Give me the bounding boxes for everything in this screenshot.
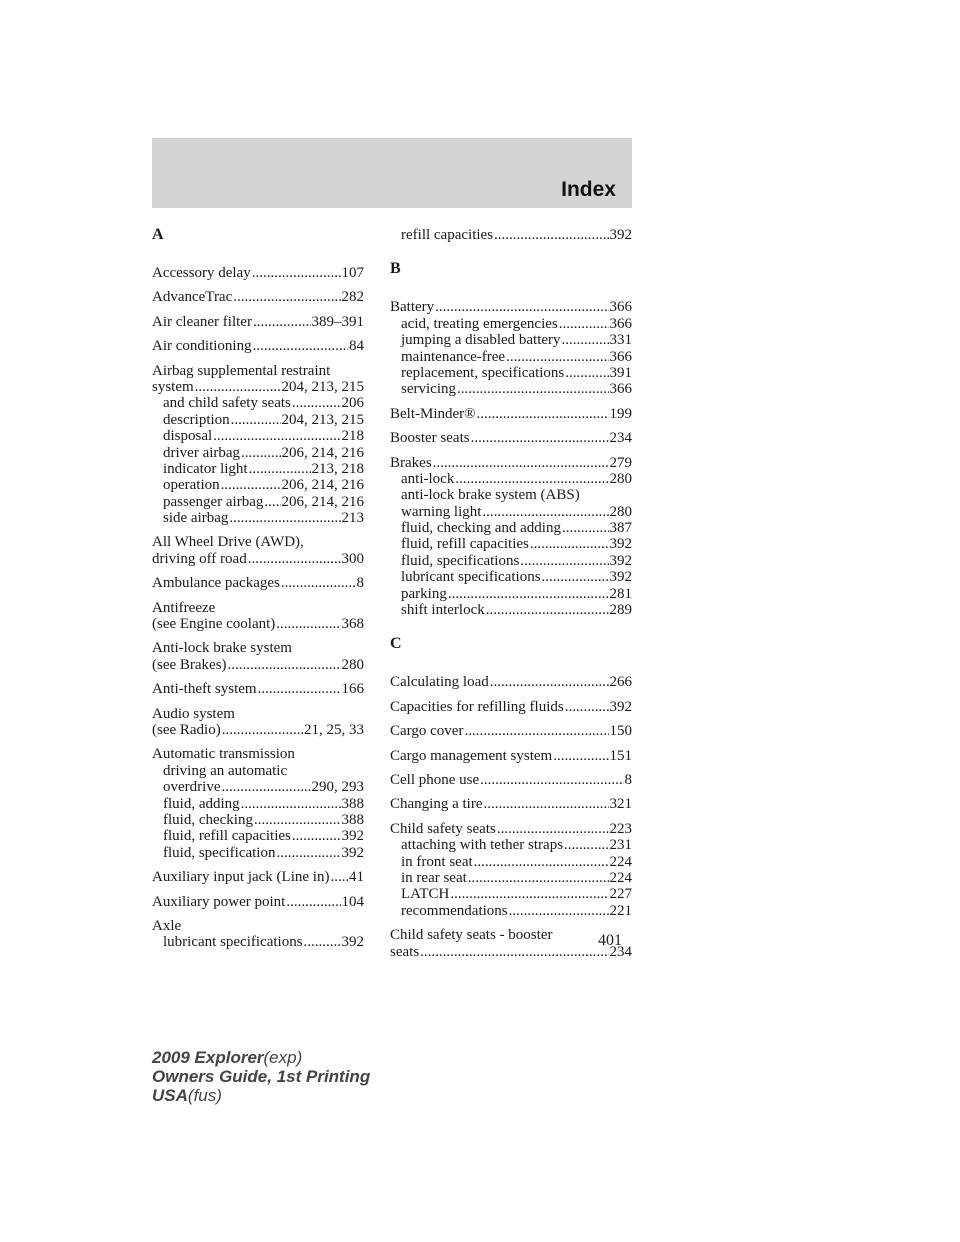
index-entry-line xyxy=(390,299,632,315)
index-subentry-line xyxy=(390,886,632,902)
index-entry-line xyxy=(152,681,364,697)
index-entry xyxy=(152,894,364,910)
dot-leader xyxy=(530,536,609,552)
index-entry xyxy=(152,338,364,354)
dot-leader xyxy=(562,520,609,536)
index-entry-line xyxy=(152,338,364,354)
section-title: Index xyxy=(561,178,616,201)
index-subentry-line xyxy=(390,536,632,552)
dot-leader xyxy=(433,455,609,471)
entry-label: description xyxy=(163,411,230,428)
dot-leader xyxy=(228,657,341,673)
entry-label: system xyxy=(152,378,194,395)
index-subentry-line xyxy=(152,510,364,526)
index-entry-line xyxy=(152,640,364,656)
entry-page-ref: 392 xyxy=(609,569,632,586)
entry-label: attaching with tether straps xyxy=(401,837,564,854)
index-entry xyxy=(152,600,364,633)
dot-leader xyxy=(480,772,623,788)
index-entry-line xyxy=(152,289,364,305)
entry-label: acid, treating emergencies xyxy=(401,315,558,332)
entry-label: driver airbag xyxy=(163,444,241,461)
dot-leader xyxy=(565,365,608,381)
entry-page-ref: 231 xyxy=(609,837,632,854)
entry-label: LATCH xyxy=(401,886,450,903)
dot-leader xyxy=(448,586,609,602)
index-subentry-line xyxy=(152,763,364,779)
index-entry-line xyxy=(390,821,632,837)
entry-page-ref: 224 xyxy=(609,869,632,886)
entry-page-ref: 151 xyxy=(609,747,632,764)
dot-leader xyxy=(231,412,281,428)
index-subentry-line xyxy=(390,227,632,243)
dot-leader xyxy=(559,316,609,332)
entry-page-ref: 366 xyxy=(609,381,632,398)
entry-label: Changing a tire xyxy=(390,796,483,813)
entry-label: fluid, refill capacities xyxy=(163,828,291,845)
index-subentry-line xyxy=(390,870,632,886)
entry-page-ref: 234 xyxy=(609,943,632,960)
entry-page-ref: 388 xyxy=(341,795,364,812)
index-subentry-line xyxy=(152,412,364,428)
entry-page-ref: 206 xyxy=(341,395,364,412)
index-subentry-line xyxy=(152,461,364,477)
index-entry xyxy=(152,681,364,697)
dot-leader xyxy=(474,854,609,870)
entry-label: disposal xyxy=(163,428,213,445)
entry-page-ref: 392 xyxy=(609,698,632,715)
entry-label: Capacities for refilling fluids xyxy=(390,698,564,715)
index-subentry-line xyxy=(390,471,632,487)
index-entry-line xyxy=(152,575,364,591)
index-entry-line xyxy=(390,748,632,764)
footer-edition: Owners Guide, 1st Printing xyxy=(152,1067,371,1086)
index-subentry-line xyxy=(390,381,632,397)
index-entry-line xyxy=(390,699,632,715)
index-entry-line xyxy=(390,455,632,471)
index-entry-line xyxy=(152,551,364,567)
dot-leader xyxy=(286,894,340,910)
entry-page-ref: 280 xyxy=(341,656,364,673)
entry-label: (see Engine coolant) xyxy=(152,616,276,633)
index-subentry-line xyxy=(390,349,632,365)
entry-label: Child safety seats xyxy=(390,820,496,837)
dot-leader xyxy=(490,674,609,690)
entry-label: Cargo cover xyxy=(390,723,464,740)
entry-page-ref: 388 xyxy=(341,811,364,828)
index-subentry-line xyxy=(152,812,364,828)
dot-leader xyxy=(420,944,608,960)
entry-page-ref: 150 xyxy=(609,723,632,740)
index-entry xyxy=(390,772,632,788)
index-subentry-line xyxy=(390,504,632,520)
entry-label: Automatic transmission xyxy=(152,746,295,763)
dot-leader xyxy=(468,870,609,886)
index-subentry-line xyxy=(152,494,364,510)
header-band xyxy=(152,138,632,208)
entry-label: replacement, specifications xyxy=(401,364,565,381)
index-entry xyxy=(390,723,632,739)
footer-market-code: (fus) xyxy=(187,1086,222,1105)
index-entry xyxy=(390,227,632,243)
entry-page-ref: 392 xyxy=(609,536,632,553)
entry-page-ref: 387 xyxy=(609,520,632,537)
entry-page-ref: 392 xyxy=(341,828,364,845)
dot-leader xyxy=(258,681,341,697)
dot-leader xyxy=(483,796,608,812)
entry-label: driving an automatic xyxy=(163,762,288,779)
entry-label: jumping a disabled battery xyxy=(401,332,561,349)
entry-label: side airbag xyxy=(163,510,229,527)
entry-page-ref: 227 xyxy=(609,886,632,903)
entry-label: Brakes xyxy=(390,454,432,471)
index-entry-line xyxy=(390,927,632,943)
entry-label: parking xyxy=(401,585,447,602)
dot-leader xyxy=(542,569,609,585)
dot-leader xyxy=(457,381,609,397)
dot-leader xyxy=(248,551,341,567)
index-subentry-line xyxy=(152,445,364,461)
footer-model-code: (exp) xyxy=(263,1048,303,1067)
index-subentry-line xyxy=(152,779,364,795)
dot-leader xyxy=(292,828,341,844)
print-footer xyxy=(152,1048,370,1105)
entry-label: seats xyxy=(390,943,420,960)
index-column-left xyxy=(152,227,364,959)
entry-page-ref: 84 xyxy=(349,338,364,355)
entry-label: in rear seat xyxy=(401,869,467,886)
page-number: 401 xyxy=(598,932,622,949)
entry-page-ref: 234 xyxy=(609,430,632,447)
dot-leader xyxy=(254,812,341,828)
entry-page-ref: 368 xyxy=(341,616,364,633)
entry-label: Anti-lock brake system xyxy=(152,640,292,657)
entry-page-ref: 41 xyxy=(349,869,364,886)
entry-label: All Wheel Drive (AWD), xyxy=(152,534,304,551)
entry-page-ref: 392 xyxy=(609,552,632,569)
entry-page-ref: 280 xyxy=(609,470,632,487)
entry-label: Battery xyxy=(390,299,435,316)
index-entry-line xyxy=(390,772,632,788)
index-subentry-line xyxy=(152,395,364,411)
entry-page-ref: 366 xyxy=(609,315,632,332)
entry-label: and child safety seats xyxy=(163,395,291,412)
index-entry xyxy=(152,918,364,951)
dot-leader xyxy=(435,299,608,315)
dot-leader xyxy=(213,428,340,444)
entry-label: Cargo management system xyxy=(390,747,553,764)
entry-label: fluid, checking xyxy=(163,811,253,828)
index-entry xyxy=(152,363,364,527)
entry-page-ref: 300 xyxy=(341,550,364,567)
dot-leader xyxy=(553,748,608,764)
index-entry-line xyxy=(390,796,632,812)
entry-label: fluid, refill capacities xyxy=(401,536,529,553)
index-entry-line xyxy=(152,379,364,395)
index-subentry-line xyxy=(152,428,364,444)
footer-market: USA xyxy=(152,1086,188,1105)
index-entry xyxy=(390,299,632,397)
entry-label: Auxiliary power point xyxy=(152,893,286,910)
entry-label: Accessory delay xyxy=(152,265,251,281)
dot-leader xyxy=(253,338,348,354)
entry-page-ref: 21, 25, 33 xyxy=(304,721,364,738)
index-entry-line xyxy=(390,723,632,739)
entry-label: Belt-Minder® xyxy=(390,405,476,422)
entry-page-ref: 223 xyxy=(609,820,632,837)
index-subentry-line xyxy=(390,602,632,618)
index-entry xyxy=(152,746,364,861)
entry-label: overdrive xyxy=(163,779,221,796)
index-entry-line xyxy=(152,314,364,330)
index-subentry-line xyxy=(390,586,632,602)
index-entry xyxy=(152,640,364,673)
entry-label: Ambulance packages xyxy=(152,575,280,592)
index-subentry-line xyxy=(390,332,632,348)
index-letter-heading: C xyxy=(390,635,402,653)
index-subentry-line xyxy=(152,828,364,844)
entry-page-ref: 331 xyxy=(609,332,632,349)
entry-label: lubricant specifications xyxy=(163,934,303,951)
entry-label: recommendations xyxy=(401,902,508,919)
entry-label: refill capacities xyxy=(401,227,494,243)
index-subentry-line xyxy=(390,316,632,332)
index-entry-line xyxy=(152,869,364,885)
index-entry xyxy=(152,265,364,281)
index-entry xyxy=(152,706,364,739)
entry-label: operation xyxy=(163,477,220,494)
index-subentry-line xyxy=(390,854,632,870)
entry-label: Air cleaner filter xyxy=(152,313,252,330)
index-entry-line xyxy=(152,746,364,762)
entry-label: anti-lock brake system (ABS) xyxy=(401,487,580,504)
entry-page-ref: 8 xyxy=(624,771,632,788)
index-entry xyxy=(390,455,632,619)
footer-model: 2009 Explorer xyxy=(152,1048,264,1067)
index-entry-line xyxy=(152,363,364,379)
entry-label: Anti-theft system xyxy=(152,681,257,698)
entry-page-ref: 213 xyxy=(341,510,364,527)
index-entry xyxy=(390,796,632,812)
entry-page-ref: 104 xyxy=(341,893,364,910)
index-subentry-line xyxy=(390,520,632,536)
index-subentry-line xyxy=(152,477,364,493)
entry-label: Auxiliary input jack (Line in) xyxy=(152,869,330,886)
entry-label: AdvanceTrac xyxy=(152,289,233,306)
dot-leader xyxy=(471,430,609,446)
dot-leader xyxy=(477,406,609,422)
entry-page-ref: 366 xyxy=(609,348,632,365)
dot-leader xyxy=(222,722,303,738)
index-entry xyxy=(390,821,632,919)
dot-leader xyxy=(330,869,348,885)
entry-page-ref: 281 xyxy=(609,585,632,602)
entry-page-ref: 213, 218 xyxy=(311,460,364,477)
dot-leader xyxy=(249,461,311,477)
entry-label: Booster seats xyxy=(390,430,470,447)
entry-label: servicing xyxy=(401,381,456,398)
entry-label: (see Radio) xyxy=(152,721,221,738)
dot-leader xyxy=(241,445,280,461)
dot-leader xyxy=(253,314,311,330)
entry-label: Child safety seats - booster xyxy=(390,927,553,944)
entry-page-ref: 289 xyxy=(609,602,632,619)
entry-page-ref: 206, 214, 216 xyxy=(281,493,364,510)
index-entry-line xyxy=(152,265,364,281)
entry-page-ref: 206, 214, 216 xyxy=(281,477,364,494)
index-entry-line xyxy=(152,534,364,550)
index-entry xyxy=(152,314,364,330)
entry-label: fluid, specification xyxy=(163,844,276,861)
dot-leader xyxy=(276,616,340,632)
entry-page-ref: 266 xyxy=(609,674,632,691)
entry-page-ref: 224 xyxy=(609,853,632,870)
entry-label: anti-lock xyxy=(401,470,455,487)
index-entry xyxy=(390,406,632,422)
entry-page-ref: 166 xyxy=(341,681,364,698)
entry-label: Axle xyxy=(152,917,182,934)
dot-leader xyxy=(562,332,609,348)
dot-leader xyxy=(464,723,608,739)
dot-leader xyxy=(482,504,608,520)
entry-page-ref: 392 xyxy=(341,844,364,861)
index-entry-line xyxy=(152,722,364,738)
entry-page-ref: 204, 213, 215 xyxy=(281,411,364,428)
entry-label: fluid, checking and adding xyxy=(401,520,561,537)
entry-page-ref: 107 xyxy=(341,265,364,281)
index-entry xyxy=(152,534,364,567)
index-entry-line xyxy=(152,616,364,632)
entry-page-ref: 204, 213, 215 xyxy=(281,378,364,395)
dot-leader xyxy=(229,510,340,526)
dot-leader xyxy=(241,796,341,812)
entry-label: warning light xyxy=(401,503,482,520)
index-entry xyxy=(152,289,364,305)
index-entry-line xyxy=(390,406,632,422)
entry-label: Audio system xyxy=(152,705,235,722)
entry-page-ref: 279 xyxy=(609,454,632,471)
entry-page-ref: 391 xyxy=(609,364,632,381)
index-entry xyxy=(390,699,632,715)
entry-page-ref: 392 xyxy=(341,934,364,951)
dot-leader xyxy=(494,227,608,243)
dot-leader xyxy=(221,477,281,493)
index-entry xyxy=(390,748,632,764)
index-entry-line xyxy=(390,430,632,446)
index-entry-line xyxy=(390,674,632,690)
dot-leader xyxy=(509,903,609,919)
index-entry-line xyxy=(152,600,364,616)
entry-label: Calculating load xyxy=(390,674,489,691)
index-entry xyxy=(390,674,632,690)
entry-label: maintenance-free xyxy=(401,348,506,365)
entry-page-ref: 8 xyxy=(356,575,364,592)
index-letter-heading: A xyxy=(152,226,164,243)
index-subentry-line xyxy=(390,487,632,503)
index-entry xyxy=(390,430,632,446)
dot-leader xyxy=(564,837,608,853)
dot-leader xyxy=(450,886,608,902)
entry-page-ref: 218 xyxy=(341,428,364,445)
index-entry-line xyxy=(152,657,364,673)
index-column-right xyxy=(390,227,632,968)
index-subentry-line xyxy=(390,553,632,569)
dot-leader xyxy=(264,494,280,510)
entry-label: Cell phone use xyxy=(390,771,480,788)
entry-page-ref: 282 xyxy=(341,289,364,306)
index-entry-line xyxy=(152,706,364,722)
index-subentry-line xyxy=(390,837,632,853)
entry-page-ref: 392 xyxy=(609,227,632,243)
dot-leader xyxy=(497,821,609,837)
entry-label: passenger airbag xyxy=(163,493,264,510)
index-subentry-line xyxy=(390,903,632,919)
index-entry-line xyxy=(390,944,632,960)
dot-leader xyxy=(520,553,608,569)
index-letter-heading: B xyxy=(390,260,401,278)
entry-label: (see Brakes) xyxy=(152,656,227,673)
entry-page-ref: 321 xyxy=(609,796,632,813)
dot-leader xyxy=(565,699,609,715)
entry-page-ref: 221 xyxy=(609,902,632,919)
entry-label: fluid, specifications xyxy=(401,552,520,569)
index-subentry-line xyxy=(152,845,364,861)
entry-page-ref: 366 xyxy=(609,299,632,316)
index-subentry-line xyxy=(390,569,632,585)
entry-label: Air conditioning xyxy=(152,338,252,355)
entry-label: Airbag supplemental restraint xyxy=(152,362,331,379)
entry-label: lubricant specifications xyxy=(401,569,541,586)
index-subentry-line xyxy=(152,934,364,950)
entry-page-ref: 389–391 xyxy=(311,313,364,330)
entry-label: fluid, adding xyxy=(163,795,240,812)
dot-leader xyxy=(486,602,609,618)
entry-label: indicator light xyxy=(163,460,248,477)
dot-leader xyxy=(276,845,340,861)
index-entry-line xyxy=(152,894,364,910)
index-entry-line xyxy=(152,918,364,934)
dot-leader xyxy=(506,349,608,365)
index-entry xyxy=(390,927,632,960)
entry-label: driving off road xyxy=(152,550,247,567)
entry-page-ref: 290, 293 xyxy=(311,779,364,796)
dot-leader xyxy=(233,289,340,305)
entry-page-ref: 199 xyxy=(609,405,632,422)
index-entry xyxy=(152,575,364,591)
index-subentry-line xyxy=(390,365,632,381)
dot-leader xyxy=(292,395,341,411)
dot-leader xyxy=(221,779,310,795)
dot-leader xyxy=(281,575,356,591)
index-entry xyxy=(152,869,364,885)
dot-leader xyxy=(304,934,341,950)
entry-label: Antifreeze xyxy=(152,599,216,616)
dot-leader xyxy=(252,265,341,281)
entry-label: in front seat xyxy=(401,853,473,870)
entry-page-ref: 280 xyxy=(609,503,632,520)
dot-leader xyxy=(195,379,281,395)
index-subentry-line xyxy=(152,796,364,812)
entry-page-ref: 206, 214, 216 xyxy=(281,444,364,461)
entry-label: shift interlock xyxy=(401,602,485,619)
dot-leader xyxy=(455,471,608,487)
